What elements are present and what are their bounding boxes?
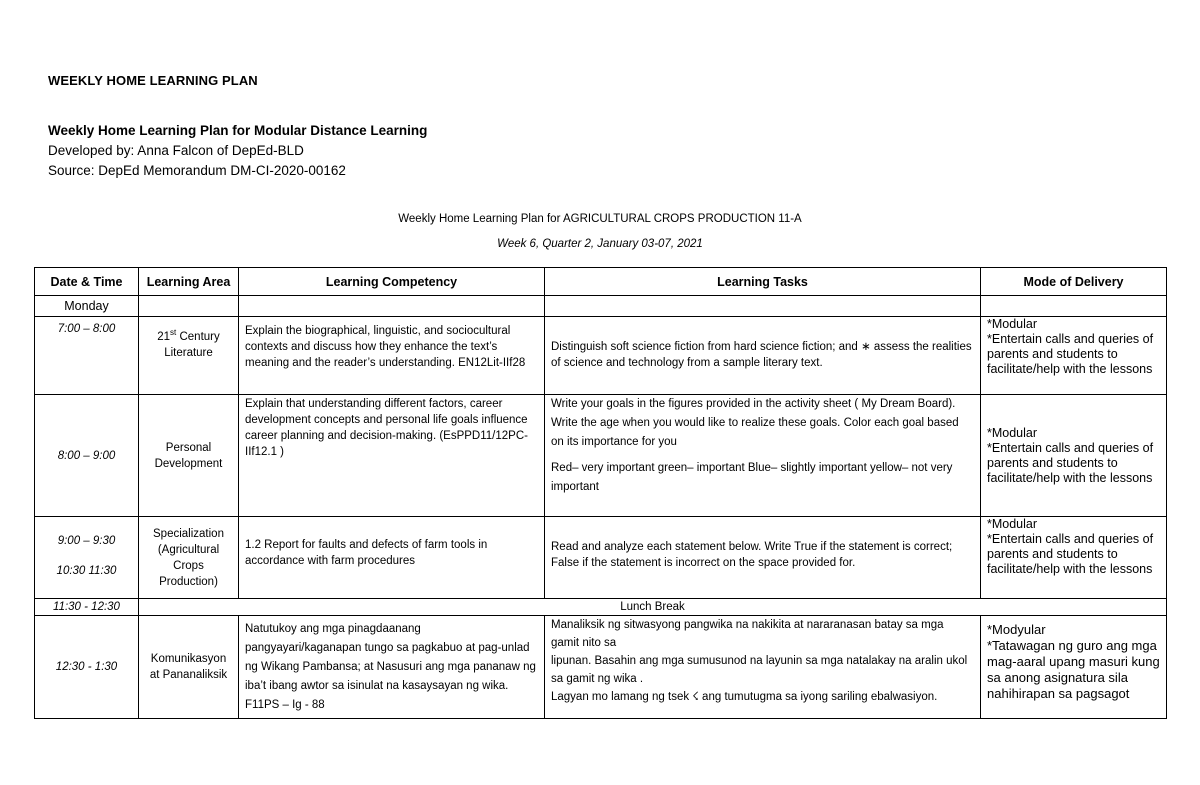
table-row bbox=[35, 616, 1167, 719]
header-learning-competency: Learning Competency bbox=[239, 268, 545, 296]
tasks-cell bbox=[545, 395, 981, 517]
empty-cell bbox=[545, 296, 981, 317]
time-cell: 8:00 – 9:00 bbox=[35, 395, 139, 517]
mode-secondary: *Entertain calls and queries of parents and students to facilitate/help with the lessons bbox=[987, 532, 1154, 576]
competency-text: Natutukoy ang mga pinagdaanang pangyayari/kaganapan tungo sa pagkabuo at pag-unlad ng Wikang Pambansa; at Nasusuri ang mga pananaw ng iba’t ibang awtor sa isinulat na kasaysayan ng wika. F11PS – Ig - 88 bbox=[245, 623, 536, 711]
time-text: 7:00 – 8:00 bbox=[57, 323, 116, 335]
tasks-text-third: Lagyan mo lamang ng tsek ☇ ang tumutugma sa iyong sariling ebalwasiyon. bbox=[551, 691, 938, 703]
mode-primary: *Modular bbox=[987, 425, 1038, 440]
mode-primary: *Modular bbox=[987, 317, 1038, 331]
tasks-text: Manaliksik ng sitwasyong pangwika na nakikita at nararanasan batay sa mga gamit nito sa bbox=[551, 619, 944, 649]
empty-cell bbox=[981, 296, 1167, 317]
area-century: Century bbox=[176, 331, 220, 343]
mode-cell bbox=[981, 517, 1167, 599]
competency-text: Explain that understanding different factors, career development concepts and personal life goals influence career planning and decision-making. (EsPPD11/12PC-IIf12.1 ) bbox=[245, 398, 528, 458]
header-date-time: Date & Time bbox=[35, 268, 139, 296]
area-number: 21 bbox=[157, 331, 171, 343]
competency-text: Explain the biographical, linguistic, and sociocultural contexts and discuss how they enhance the text’s meaning and the reader’s understanding. EN12Lit-IIf28 bbox=[245, 325, 526, 369]
plan-subtitle: Week 6, Quarter 2, January 03-07, 2021 bbox=[497, 238, 703, 250]
table-row bbox=[35, 395, 1167, 517]
lunch-break-cell: Lunch Break bbox=[139, 599, 1167, 616]
competency-cell bbox=[239, 616, 545, 719]
empty-cell bbox=[139, 296, 239, 317]
competency-text: 1.2 Report for faults and defects of farm tools in accordance with farm procedures bbox=[245, 539, 488, 567]
lunch-row bbox=[35, 599, 1167, 616]
learning-area-cell: Komunikasyon at Pananaliksik bbox=[139, 616, 239, 719]
table-row bbox=[35, 517, 1167, 599]
mode-cell bbox=[981, 317, 1167, 395]
tasks-cell bbox=[545, 317, 981, 395]
tasks-cell bbox=[545, 616, 981, 719]
tasks-text: Distinguish soft science fiction from hard science fiction; and ∗ assess the realities of science and technology from a sample literary text. bbox=[551, 341, 972, 369]
learning-plan-table bbox=[34, 267, 1167, 719]
mode-secondary: *Entertain calls and queries of parents and students to facilitate/help with the lessons bbox=[987, 440, 1154, 485]
area-suffix: st bbox=[170, 328, 177, 338]
tasks-text: Write your goals in the figures provided in the activity sheet ( My Dream Board). Write the age when you would like to realize these goals. Color each goal based on its importance for you bbox=[551, 398, 959, 448]
day-label: Monday bbox=[35, 296, 139, 317]
learning-area-cell: Specialization (Agricultural Crops Production) bbox=[139, 517, 239, 599]
header-learning-area: Learning Area bbox=[139, 268, 239, 296]
time-text: 9:00 – 9:30 bbox=[57, 535, 116, 547]
time-cell bbox=[35, 317, 139, 395]
plan-title: Weekly Home Learning Plan for AGRICULTURAL CROPS PRODUCTION 11-A bbox=[398, 213, 802, 225]
document-header bbox=[48, 121, 427, 181]
header-learning-tasks: Learning Tasks bbox=[545, 268, 981, 296]
day-row bbox=[35, 296, 1167, 317]
learning-area-cell: Personal Development bbox=[139, 395, 239, 517]
tasks-cell bbox=[545, 517, 981, 599]
mode-secondary: *Tatawagan ng guro ang mga mag-aaral upang masuri kung sa anong asignatura sila nahihirapan sa pagsagot bbox=[987, 638, 1160, 701]
mode-primary: *Modyular bbox=[987, 622, 1046, 637]
header-line-source: Source: DepEd Memorandum DM-CI-2020-00162 bbox=[48, 163, 346, 178]
mode-secondary: *Entertain calls and queries of parents and students to facilitate/help with the lessons bbox=[987, 332, 1154, 376]
time-cell bbox=[35, 517, 139, 599]
competency-cell bbox=[239, 517, 545, 599]
table-row bbox=[35, 317, 1167, 395]
mode-cell bbox=[981, 616, 1167, 719]
learning-area-cell bbox=[139, 317, 239, 395]
tasks-color-key: Red– very important green– important Blue– slightly important yellow– not very important bbox=[551, 462, 953, 493]
mode-cell bbox=[981, 395, 1167, 517]
competency-cell bbox=[239, 317, 545, 395]
learning-area-text bbox=[145, 317, 232, 361]
area-subject: Literature bbox=[164, 347, 213, 359]
mode-primary: *Modular bbox=[987, 517, 1038, 531]
time-cell: 12:30 - 1:30 bbox=[35, 616, 139, 719]
header-mode-of-delivery: Mode of Delivery bbox=[981, 268, 1167, 296]
competency-cell bbox=[239, 395, 545, 517]
tasks-text: Read and analyze each statement below. Write True if the statement is correct; False if the statement is incorrect on the space provided for. bbox=[551, 541, 953, 569]
header-line-title: Weekly Home Learning Plan for Modular Distance Learning bbox=[48, 123, 428, 138]
tasks-text-second: lipunan. Basahin ang mga sumusunod na layunin sa mga natalakay na aralin ukol sa gamit ng wika . bbox=[551, 655, 968, 685]
document-title: WEEKLY HOME LEARNING PLAN bbox=[48, 73, 258, 88]
table-header-row bbox=[35, 268, 1167, 296]
time-text-second: 10:30 11:30 bbox=[56, 565, 117, 577]
empty-cell bbox=[239, 296, 545, 317]
time-cell: 11:30 - 12:30 bbox=[35, 599, 139, 616]
header-line-developer: Developed by: Anna Falcon of DepEd-BLD bbox=[48, 143, 304, 158]
